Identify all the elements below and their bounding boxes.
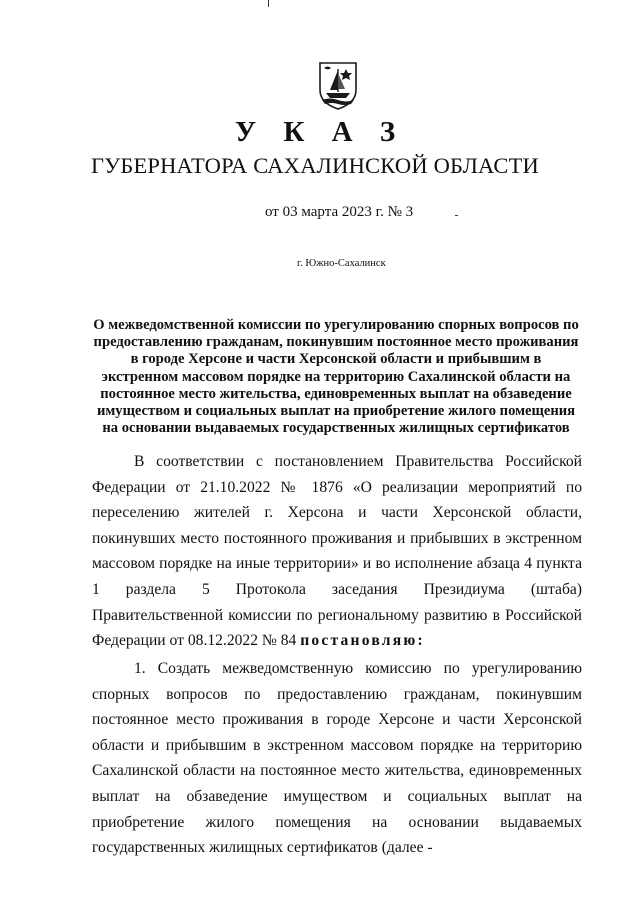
body-paragraph-2: 1. Создать межведомственную комиссию по урегулированию спорных вопросов по предоставлению гражданам, покинувшим постоянное место проживания в городе Херсоне и части Херсонской области и прибывшим в экстренном массовом порядке на территорию Сахалинской области на постоянное место жительства, единовременных выплат на обзаведение имуществом и социальных выплат на приобретение жилого помещения на основании выдаваемых государственных жилищных сертификатов (далее -: [92, 660, 582, 857]
body-paragraph-1: [92, 449, 582, 654]
scan-mark: [268, 0, 269, 7]
document-date-number: от 03 марта 2023 г. № 3: [265, 204, 414, 220]
scan-mark: [455, 215, 458, 216]
document-title: У К А З: [234, 116, 406, 148]
sakhalin-coat-of-arms-icon: [318, 62, 358, 110]
document-issuer: ГУБЕРНАТОРА САХАЛИНСКОЙ ОБЛАСТИ: [90, 153, 539, 178]
preamble-text: В соответствии с постановлением Правительства Российской Федерации от 21.10.2022 № 1876 «О реализации мероприятий по переселению жителей г. Херсона и части Херсонской области, покинувших место постоянного проживания и прибывших в экстренном массовом порядке на иные территории» и во исполнение абзаца 4 пункта 1 раздела 5 Протокола заседания Президиума (штаба) Правительственной комиссии по региональному развитию в Российской Федерации от 08.12.2022 № 84: [92, 453, 582, 650]
document-heading: О межведомственной комиссии по урегулированию спорных вопросов по предоставлению гражданам, покинувшим постоянное место проживания в городе Херсоне и части Херсонской области и прибывшим в экстренном массовом порядке на территорию Сахалинской области на постоянное место жительства, единовременных выплат на обзаведение имуществом и социальных выплат на приобретение жилого помещения на основании выдаваемых государственных жилищных сертификатов: [93, 317, 579, 437]
document-city: г. Южно-Сахалинск: [297, 258, 386, 269]
decree-word: постановляю:: [300, 632, 425, 650]
